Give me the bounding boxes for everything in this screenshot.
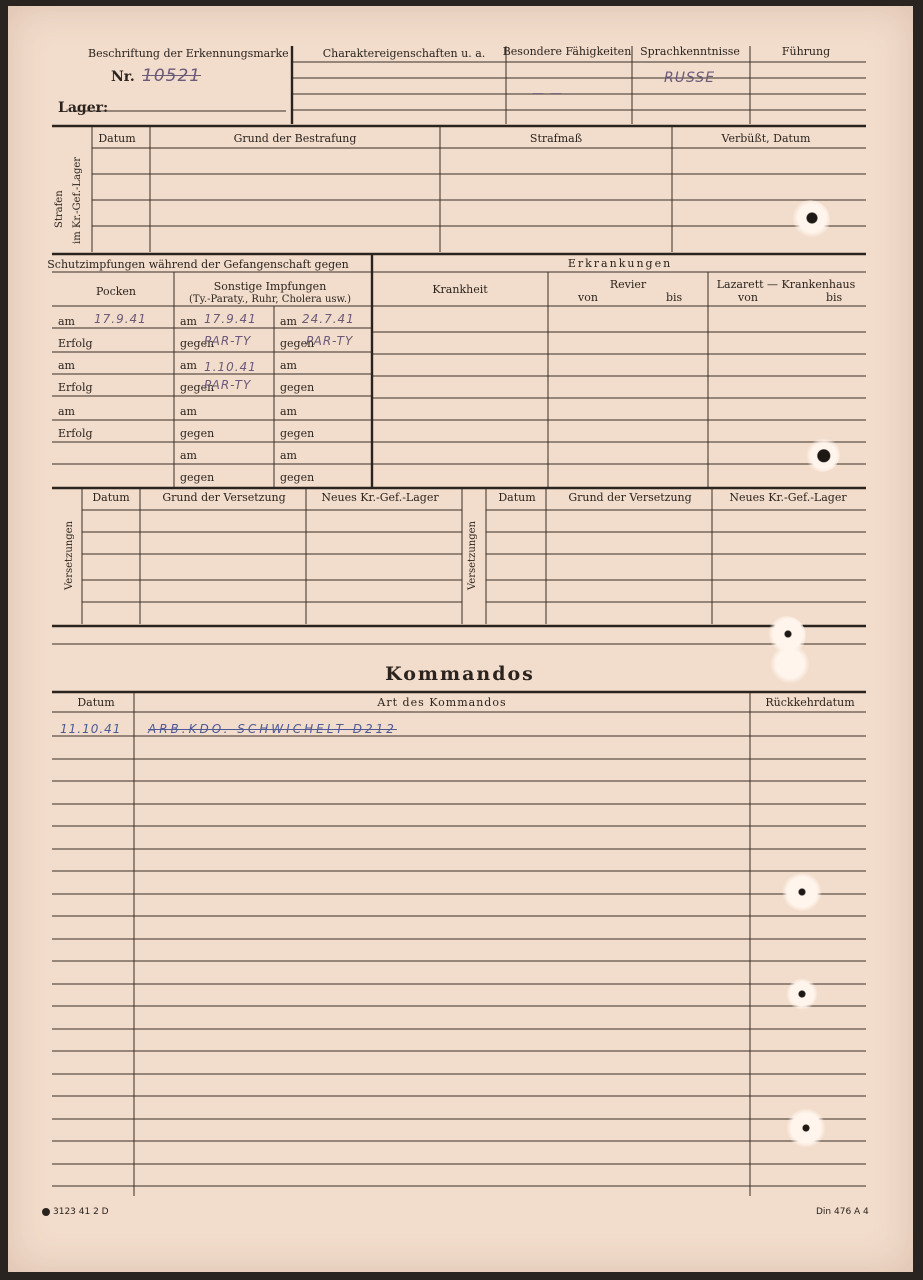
versetzungen-side-label-left: Versetzungen — [64, 521, 75, 590]
strafen-col-strafmass: Strafmaß — [529, 132, 583, 145]
impfung-row-label: gegen — [280, 381, 315, 394]
impfungen-col-sonstige-1: Sonstige Impfungen — [213, 280, 327, 293]
sonstige-3-date: 1.10.41 — [204, 360, 257, 374]
kommandos-entry-text: ARB.KDO. SCHWICHELT D212 — [148, 722, 397, 736]
impfung-row-label: am — [280, 315, 297, 328]
impfung-row-label: gegen — [180, 427, 215, 440]
kommandos-col-art: Art des Kommandos — [377, 696, 507, 709]
sprache-value: RUSSE — [664, 70, 716, 86]
kommandos-col-datum: Datum — [77, 696, 115, 709]
impfung-row-label: Erfolg — [58, 337, 93, 350]
impfung-row-label: gegen — [180, 337, 215, 350]
impfung-row-label: am — [180, 315, 197, 328]
paper-hole-icon — [770, 644, 810, 684]
revier-bis: bis — [666, 291, 683, 304]
kommandos-title: Kommandos — [385, 663, 535, 685]
lazarett-bis: bis — [826, 291, 843, 304]
form-sheet — [8, 6, 913, 1272]
impfung-row-label: gegen — [180, 381, 215, 394]
nr-label: Nr. — [111, 69, 135, 85]
strafen-col-verbuesst: Verbüßt, Datum — [721, 132, 811, 145]
strafen-side-label-1: Strafen — [54, 190, 65, 228]
impfungen-col-pocken: Pocken — [96, 285, 136, 298]
erkrankungen-col-krankheit: Krankheit — [432, 283, 488, 296]
lazarett-von: von — [738, 291, 758, 304]
impfung-row-label: am — [280, 449, 297, 462]
din-label: Din 476 A 4 — [816, 1207, 869, 1217]
col-charakter: Charaktereigenschaften u. a. — [322, 47, 486, 60]
paper-hole-icon — [782, 872, 822, 912]
impfung-row-label: am — [58, 359, 75, 372]
paper-hole-icon — [804, 436, 840, 472]
impfung-row-label: gegen — [280, 427, 315, 440]
impfung-row-label: am — [280, 405, 297, 418]
paper-hole-icon — [786, 1108, 826, 1148]
col-faehigkeiten: Besondere Fähigkeiten — [502, 45, 632, 58]
erkrankungen-heading: Erkrankungen — [567, 257, 673, 270]
versetzungen-right-col-datum: Datum — [498, 491, 536, 504]
impfung-row-label: Erfolg — [58, 381, 93, 394]
print-code-text: 3123 41 2 D — [53, 1207, 109, 1217]
print-code — [42, 1207, 109, 1217]
impfung-row-label: am — [58, 405, 75, 418]
impfungen-col-sonstige-2: (Ty.-Paraty., Ruhr, Cholera usw.) — [189, 294, 351, 305]
versetzungen-right-col-neues: Neues Kr.-Gef.-Lager — [729, 491, 847, 504]
faehigkeiten-value: — — — [532, 86, 563, 100]
lager-label: Lager: — [58, 100, 109, 116]
print-mark-icon — [42, 1208, 50, 1216]
impfung-row-label: am — [180, 359, 197, 372]
col-fuehrung: Führung — [781, 45, 831, 58]
sonstige-2-date: 24.7.41 — [302, 312, 355, 326]
paper-hole-icon — [790, 200, 830, 240]
impfung-row-label: am — [180, 449, 197, 462]
impfungen-heading: Schutzimpfungen während der Gefangenschaft gegen — [47, 258, 349, 271]
versetzungen-side-label-right: Versetzungen — [467, 521, 478, 590]
kommandos-entry-date: 11.10.41 — [60, 722, 122, 736]
sonstige-2-gegen: PAR-TY — [306, 334, 354, 348]
sonstige-3-gegen: PAR-TY — [204, 378, 252, 392]
versetzungen-left-col-neues: Neues Kr.-Gef.-Lager — [321, 491, 439, 504]
impfung-row-label: am — [180, 405, 197, 418]
sonstige-1-date: 17.9.41 — [204, 312, 257, 326]
versetzungen-left-col-datum: Datum — [92, 491, 130, 504]
sonstige-1-gegen: PAR-TY — [204, 334, 252, 348]
col-sprache: Sprachkenntnisse — [640, 45, 740, 58]
impfung-row-label: gegen — [280, 471, 315, 484]
erkrankungen-col-lazarett: Lazarett — Krankenhaus — [716, 278, 856, 291]
versetzungen-right-col-grund: Grund der Versetzung — [568, 491, 692, 504]
impfung-row-label: gegen — [180, 471, 215, 484]
strafen-col-datum: Datum — [98, 132, 136, 145]
revier-von: von — [578, 291, 598, 304]
strafen-col-grund: Grund der Bestrafung — [233, 132, 357, 145]
pocken-date: 17.9.41 — [94, 312, 147, 326]
nr-value: 10521 — [142, 66, 202, 86]
strafen-side-label-2: im Kr.-Gef.-Lager — [72, 156, 83, 244]
erkrankungen-col-revier: Revier — [609, 278, 647, 291]
impfung-row-label: Erfolg — [58, 427, 93, 440]
erkennungsmarke-label: Beschriftung der Erkennungsmarke — [88, 47, 289, 60]
kommandos-col-rueckkehr: Rückkehrdatum — [765, 696, 855, 709]
paper-hole-icon — [786, 978, 818, 1010]
impfung-row-label: am — [58, 315, 75, 328]
versetzungen-left-col-grund: Grund der Versetzung — [162, 491, 286, 504]
impfung-row-label: am — [280, 359, 297, 372]
impfung-row-label: gegen — [280, 337, 315, 350]
